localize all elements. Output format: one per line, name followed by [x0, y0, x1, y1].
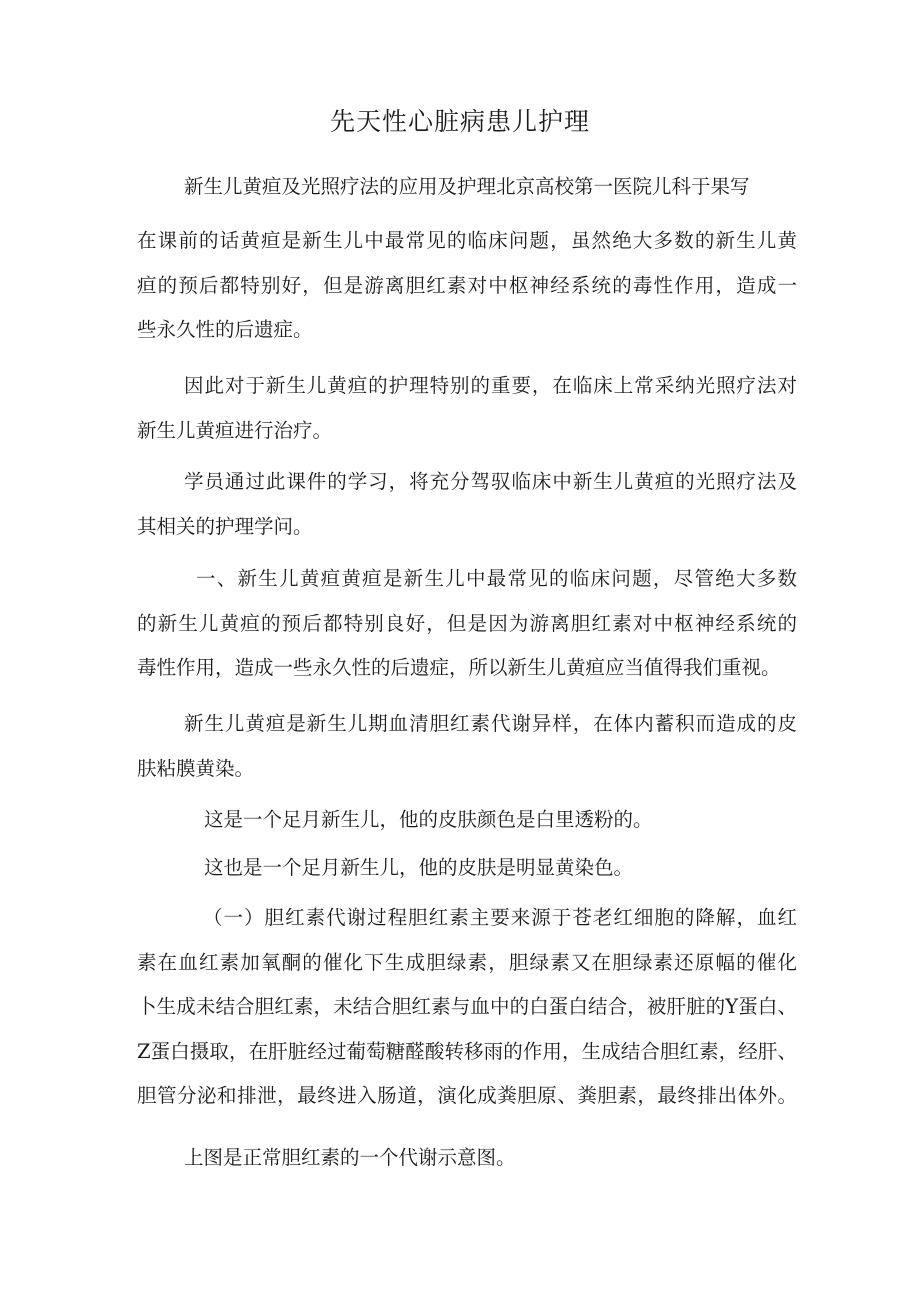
text-line: 新生儿黄疸及光照疗法的应用及护理北京高校第一医院儿科于果写: [184, 175, 750, 198]
text-line: 这是一个足月新生儿，他的皮肤颜色是白里透粉的。: [204, 808, 653, 831]
paragraph-section-one: [137, 557, 797, 691]
text-line: 素在血红素加氧酮的催化下生成胆绿素，胆绿素又在胆绿素还原幅的催化: [137, 950, 797, 974]
text-line: 这也是一个足月新生儿，他的皮肤是明显黄染色。: [204, 856, 634, 879]
paragraph-preface: [137, 219, 797, 353]
text-line: 卜生成未结合胆红素，未结合胆红素与血中的白蛋白结合，被肝脏的Y蛋白、: [137, 995, 797, 1019]
paragraph-phototherapy: [137, 364, 797, 453]
text-line: 新生儿黄疸进行治疗。: [137, 418, 333, 442]
text-line: （一）胆红素代谢过程胆红素主要来源于苍老红细胞的降解，血红: [203, 906, 797, 929]
text-line: 在课前的话黄疸是新生儿中最常见的临床问题，虽然绝大多数的新生儿黄: [137, 229, 797, 252]
text-line: 上图是正常胆红素的一个代谢示意图。: [184, 1146, 516, 1169]
text-line: 的新生儿黄疸的预后都特别良好，但是因为游离胆红素对中枢神经系统的: [137, 611, 797, 635]
text-line: 因此对于新生儿黄疸的护理特别的重要，在临床上常采纳光照疗法对: [184, 374, 797, 397]
text-line: 一、新生儿黄疸黄疸是新生儿中最常见的临床问题，尽管绝大多数: [196, 567, 797, 590]
paragraph-figure-caption: [184, 1136, 804, 1181]
paragraph-normal-skin: [204, 798, 804, 843]
paragraph-bilirubin-metabolism: [137, 896, 797, 1119]
text-line: 疸的预后都特别好，但是游离胆红素对中枢神经系统的毒性作用，造成一: [137, 273, 797, 297]
text-line: 胆管分泌和排泄，最终进入肠道，演化成粪胆原、粪胆素，最终排出体外。: [137, 1084, 797, 1108]
text-line: 毒性作用，造成一些永久性的后遗症，所以新生儿黄疸应当值得我们重视。: [137, 656, 781, 680]
text-line: 新生儿黄疸是新生儿期血清胆红素代谢异样，在体内蓄积而造成的皮: [184, 712, 797, 735]
paragraph-intro: [184, 165, 804, 210]
text-line: Z蛋白摄取，在肝脏经过葡萄糖醛酸转移雨的作用，生成结合胆红素，经肝、: [137, 1039, 797, 1063]
text-line: 学员通过此课件的学习，将充分驾驭临床中新生儿黄疸的光照疗法及: [184, 470, 797, 493]
text-line: 些永久性的后遗症。: [137, 318, 313, 342]
document-title: 先天性心脏病患儿护理: [329, 107, 590, 136]
paragraph-jaundiced-skin: [204, 846, 804, 891]
text-line: 其相关的护理学问。: [137, 514, 313, 538]
paragraph-definition: [137, 702, 797, 791]
paragraph-learning: [137, 460, 797, 549]
text-line: 肤粘膜黄染。: [137, 756, 255, 780]
